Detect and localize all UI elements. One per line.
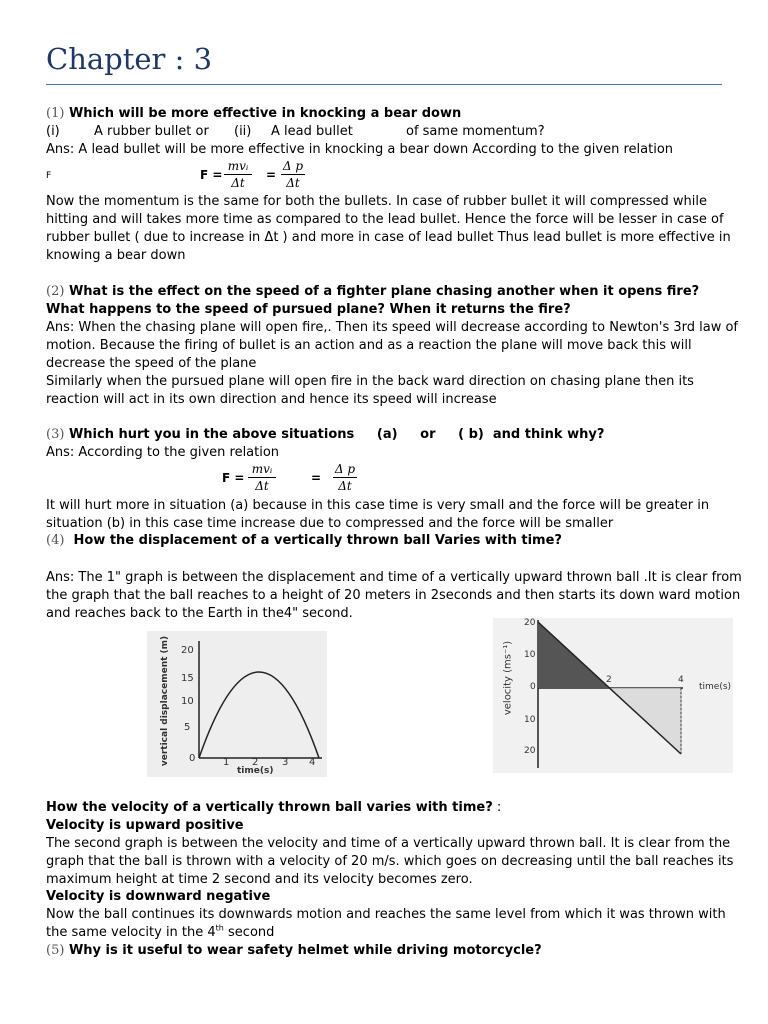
paragraph-line: motion. Because the firing of bullet is an action and as a reaction the plane will move back this will bbox=[46, 338, 692, 353]
question-2 bbox=[46, 283, 699, 300]
paragraph-line: Now the momentum is the same for both the bullets. In case of rubber bullet it will compressed while bbox=[46, 194, 708, 209]
formula-f: F = bbox=[200, 168, 223, 182]
paragraph-line: situation (b) in this case time increase due to compressed and the force will be smaller bbox=[46, 516, 614, 531]
paragraph-line: the graph that the ball reaches to a height of 20 meters in 2seconds and then starts its down ward motion bbox=[46, 588, 741, 603]
y-tick-label: 10 bbox=[181, 696, 194, 707]
formula-fraction-delta-p bbox=[333, 462, 357, 493]
paragraph-line: Now the ball continues its downwards motion and reaches the same level from which it was thrown with bbox=[46, 907, 726, 922]
denominator: Δt bbox=[286, 176, 300, 190]
paragraph-line: Ans: The 1" graph is between the displacement and time of a vertically upward thrown ball .It is clear from bbox=[46, 570, 742, 585]
displacement-time-graph bbox=[147, 631, 327, 777]
question-text: How the displacement of a vertically thrown ball Varies with time? bbox=[73, 533, 562, 548]
paragraph-line: hitting and will takes more time as compared to the lead bullet. Hence the force will be lesser in case of bbox=[46, 212, 724, 227]
y-tick-label: 10 bbox=[524, 715, 536, 725]
formula-equals: = bbox=[266, 168, 277, 182]
y-tick-label: 20 bbox=[524, 746, 536, 756]
formula-fraction-momentum bbox=[248, 462, 276, 493]
x-tick-label: 4 bbox=[678, 675, 684, 685]
x-axis-label: time(s) bbox=[699, 682, 732, 692]
paragraph-line: reaction will act in its own direction and hence its speed will increase bbox=[46, 392, 497, 407]
paragraph-line: maximum height at time 2 second and its velocity becomes zero. bbox=[46, 872, 473, 887]
question-number: (4) bbox=[46, 533, 65, 548]
x-tick-label: 3 bbox=[282, 757, 289, 768]
question-number: (3) bbox=[46, 427, 65, 442]
y-axis-label: velocity (ms⁻¹) bbox=[502, 640, 514, 716]
question-1 bbox=[46, 105, 461, 122]
velocity-heading-upward: Velocity is upward positive bbox=[46, 818, 244, 833]
paragraph-line: knowing a bear down bbox=[46, 248, 186, 263]
option-text: A lead bullet bbox=[271, 124, 353, 139]
formula-f: F = bbox=[222, 471, 245, 485]
velocity-question-text: How the velocity of a vertically thrown ball varies with time? bbox=[46, 800, 493, 815]
velocity-heading-downward: Velocity is downward negative bbox=[46, 889, 271, 904]
y-tick-label: 20 bbox=[181, 645, 194, 656]
answer-line: Ans: According to the given relation bbox=[46, 445, 280, 460]
page-title: Chapter : 3 bbox=[46, 42, 213, 76]
paragraph-line: Ans: When the chasing plane will open fire,. Then its speed will decrease according to Newton's 3rd law of bbox=[46, 320, 738, 335]
question-number: (5) bbox=[46, 943, 65, 958]
option-tail: of same momentum? bbox=[406, 124, 545, 139]
option-number: (i) bbox=[46, 124, 60, 139]
question-4 bbox=[46, 532, 562, 549]
formula-fraction-momentum bbox=[224, 159, 252, 190]
y-tick-label: 5 bbox=[184, 722, 191, 733]
option-text: A rubber bullet or bbox=[94, 124, 209, 139]
denominator: Δt bbox=[231, 176, 245, 190]
x-tick-label: 1 bbox=[223, 757, 230, 768]
text-span: second bbox=[223, 925, 275, 940]
question-text: Why is it useful to wear safety helmet while driving motorcycle? bbox=[68, 943, 542, 958]
question-text: What is the effect on the speed of a fighter plane chasing another when it opens fire? bbox=[68, 284, 700, 299]
question-2-second: What happens to the speed of pursued plane? When it returns the fire? bbox=[46, 302, 571, 317]
y-tick-label: 10 bbox=[524, 650, 536, 660]
y-axis-label: vertical displacement (m) bbox=[160, 635, 170, 767]
question-3 bbox=[46, 426, 604, 443]
paragraph-line: graph that the ball is thrown with a velocity of 20 m/s. which goes on decreasing until the ball reaches its bbox=[46, 854, 734, 869]
question-text: Which hurt you in the above situations (a) or ( b) and think why? bbox=[68, 427, 605, 442]
option-number: (ii) bbox=[234, 124, 252, 139]
ordinal-suffix: th bbox=[215, 923, 224, 933]
question-1-options bbox=[46, 123, 545, 140]
paragraph-line: rubber bullet ( due to increase in Δt ) and more in case of lead bullet Thus lead bullet is more effective in bbox=[46, 230, 731, 245]
x-tick-label: 4 bbox=[309, 757, 316, 768]
paragraph-line: decrease the speed of the plane bbox=[46, 356, 257, 371]
velocity-question-tail: : bbox=[492, 800, 502, 815]
numerator: Δ p bbox=[334, 462, 356, 476]
question-text: Which will be more effective in knocking a bear down bbox=[68, 106, 462, 121]
formula-equals: = bbox=[311, 471, 322, 485]
question-number: (1) bbox=[46, 106, 65, 121]
denominator: Δt bbox=[338, 479, 352, 493]
title-divider bbox=[46, 84, 722, 85]
question-number: (2) bbox=[46, 284, 65, 299]
denominator: Δt bbox=[255, 479, 269, 493]
numerator: mvᵢ bbox=[227, 159, 249, 173]
x-tick-label: 2 bbox=[606, 675, 612, 685]
displacement-curve bbox=[199, 672, 319, 758]
x-tick-label: 2 bbox=[252, 757, 259, 768]
question-5 bbox=[46, 942, 542, 959]
formula-label: F bbox=[46, 171, 52, 181]
answer-line: Ans: A lead bullet will be more effective in knocking a bear down According to the given relation bbox=[46, 142, 674, 157]
numerator: Δ p bbox=[282, 159, 304, 173]
paragraph-line bbox=[46, 924, 274, 941]
paragraph-line: and reaches back to the Earth in the4" second. bbox=[46, 606, 353, 621]
paragraph-line: It will hurt more in situation (a) because in this case time is very small and the force will be greater in bbox=[46, 498, 710, 513]
velocity-time-graph bbox=[493, 618, 733, 773]
paragraph-line: Similarly when the pursued plane will open fire in the back ward direction on chasing plane then its bbox=[46, 374, 694, 389]
y-tick-label: 20 bbox=[524, 618, 536, 628]
x-axis-label: time(s) bbox=[237, 766, 274, 776]
velocity-question bbox=[46, 799, 501, 816]
y-tick-label: 0 bbox=[530, 682, 536, 692]
displacement-graph-svg bbox=[147, 631, 327, 777]
y-tick-label: 15 bbox=[181, 673, 194, 684]
y-tick-label: 0 bbox=[189, 753, 196, 764]
text-span: the same velocity in the 4 bbox=[46, 925, 216, 940]
formula-fraction-delta-p bbox=[281, 159, 305, 190]
paragraph-line: The second graph is between the velocity and time of a vertically upward thrown ball. It is clear from the bbox=[46, 836, 731, 851]
numerator: mvᵢ bbox=[251, 462, 273, 476]
